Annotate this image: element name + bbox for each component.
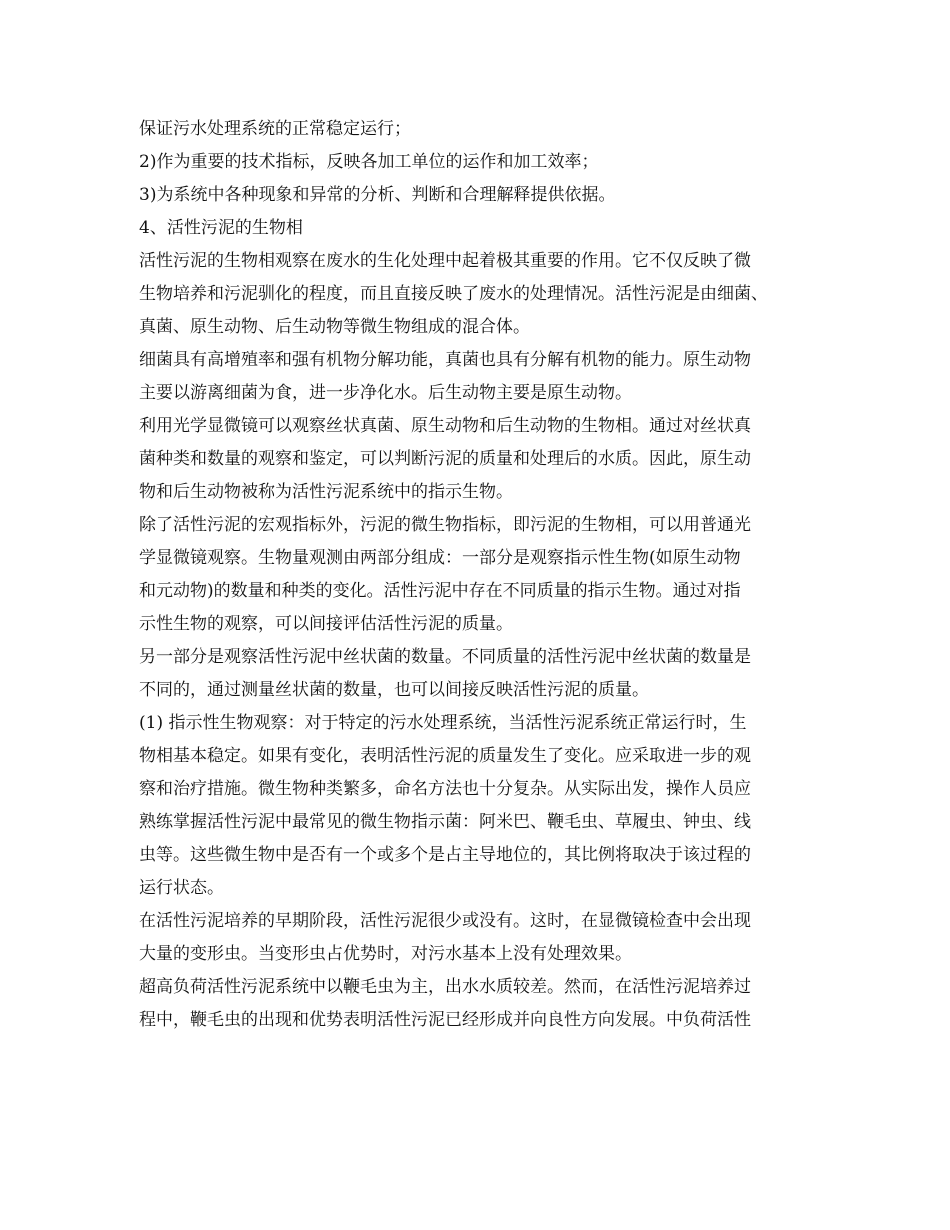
text-line: 熟练掌握活性污泥中最常见的微生物指示菌：阿米巴、鞭毛虫、草履虫、钟虫、线 xyxy=(139,812,751,832)
text-line: (1) 指示性生物观察：对于特定的污水处理系统，当活性污泥系统正常运行时，生 xyxy=(139,713,747,733)
text-line: 另一部分是观察活性污泥中丝状菌的数量。不同质量的活性污泥中丝状菌的数量是 xyxy=(139,647,751,667)
text-line: 大量的变形虫。当变形虫占优势时，对污水基本上没有处理效果。 xyxy=(139,944,632,964)
text-line: 示性生物的观察，可以间接评估活性污泥的质量。 xyxy=(139,614,513,634)
text-line: 程中，鞭毛虫的出现和优势表明活性污泥已经形成并向良性方向发展。中负荷活性 xyxy=(139,1010,751,1030)
text-line: 超高负荷活性污泥系统中以鞭毛虫为主，出水水质较差。然而，在活性污泥培养过 xyxy=(139,977,751,997)
text-line: 学显微镜观察。生物量观测由两部分组成：一部分是观察指示性生物(如原生动物 xyxy=(139,548,741,568)
text-line: 2)作为重要的技术指标，反映各加工单位的运作和加工效率； xyxy=(139,152,599,172)
text-line: 在活性污泥培养的早期阶段，活性污泥很少或没有。这时，在显微镜检查中会出现 xyxy=(139,911,751,931)
text-line: 和元动物)的数量和种类的变化。活性污泥中存在不同质量的指示生物。通过对指 xyxy=(139,581,741,601)
document-page xyxy=(139,113,819,1037)
text-line: 物和后生动物被称为活性污泥系统中的指示生物。 xyxy=(139,482,513,502)
text-line: 不同的，通过测量丝状菌的数量，也可以间接反映活性污泥的质量。 xyxy=(139,680,649,700)
text-line: 生物培养和污泥驯化的程度，而且直接反映了废水的处理情况。活性污泥是由细菌、 xyxy=(139,284,768,304)
text-line: 利用光学显微镜可以观察丝状真菌、原生动物和后生动物的生物相。通过对丝状真 xyxy=(139,416,751,436)
text-line: 除了活性污泥的宏观指标外，污泥的微生物指标，即污泥的生物相，可以用普通光 xyxy=(139,515,751,535)
text-line: 活性污泥的生物相观察在废水的生化处理中起着极其重要的作用。它不仅反映了微 xyxy=(139,251,751,271)
text-line: 主要以游离细菌为食，进一步净化水。后生动物主要是原生动物。 xyxy=(139,383,632,403)
text-line: 细菌具有高增殖率和强有机物分解功能，真菌也具有分解有机物的能力。原生动物 xyxy=(139,350,751,370)
text-line: 3)为系统中各种现象和异常的分析、判断和合理解释提供依据。 xyxy=(139,185,616,205)
section-heading: 4、活性污泥的生物相 xyxy=(139,218,303,238)
text-line: 保证污水处理系统的正常稳定运行； xyxy=(139,119,411,139)
text-line: 物相基本稳定。如果有变化，表明活性污泥的质量发生了变化。应采取进一步的观 xyxy=(139,746,751,766)
text-line: 察和治疗措施。微生物种类繁多，命名方法也十分复杂。从实际出发，操作人员应 xyxy=(139,779,751,799)
text-line: 菌种类和数量的观察和鉴定，可以判断污泥的质量和处理后的水质。因此，原生动 xyxy=(139,449,751,469)
text-line: 运行状态。 xyxy=(139,878,224,898)
text-line: 虫等。这些微生物中是否有一个或多个是占主导地位的，其比例将取决于该过程的 xyxy=(139,845,751,865)
text-line: 真菌、原生动物、后生动物等微生物组成的混合体。 xyxy=(139,317,530,337)
